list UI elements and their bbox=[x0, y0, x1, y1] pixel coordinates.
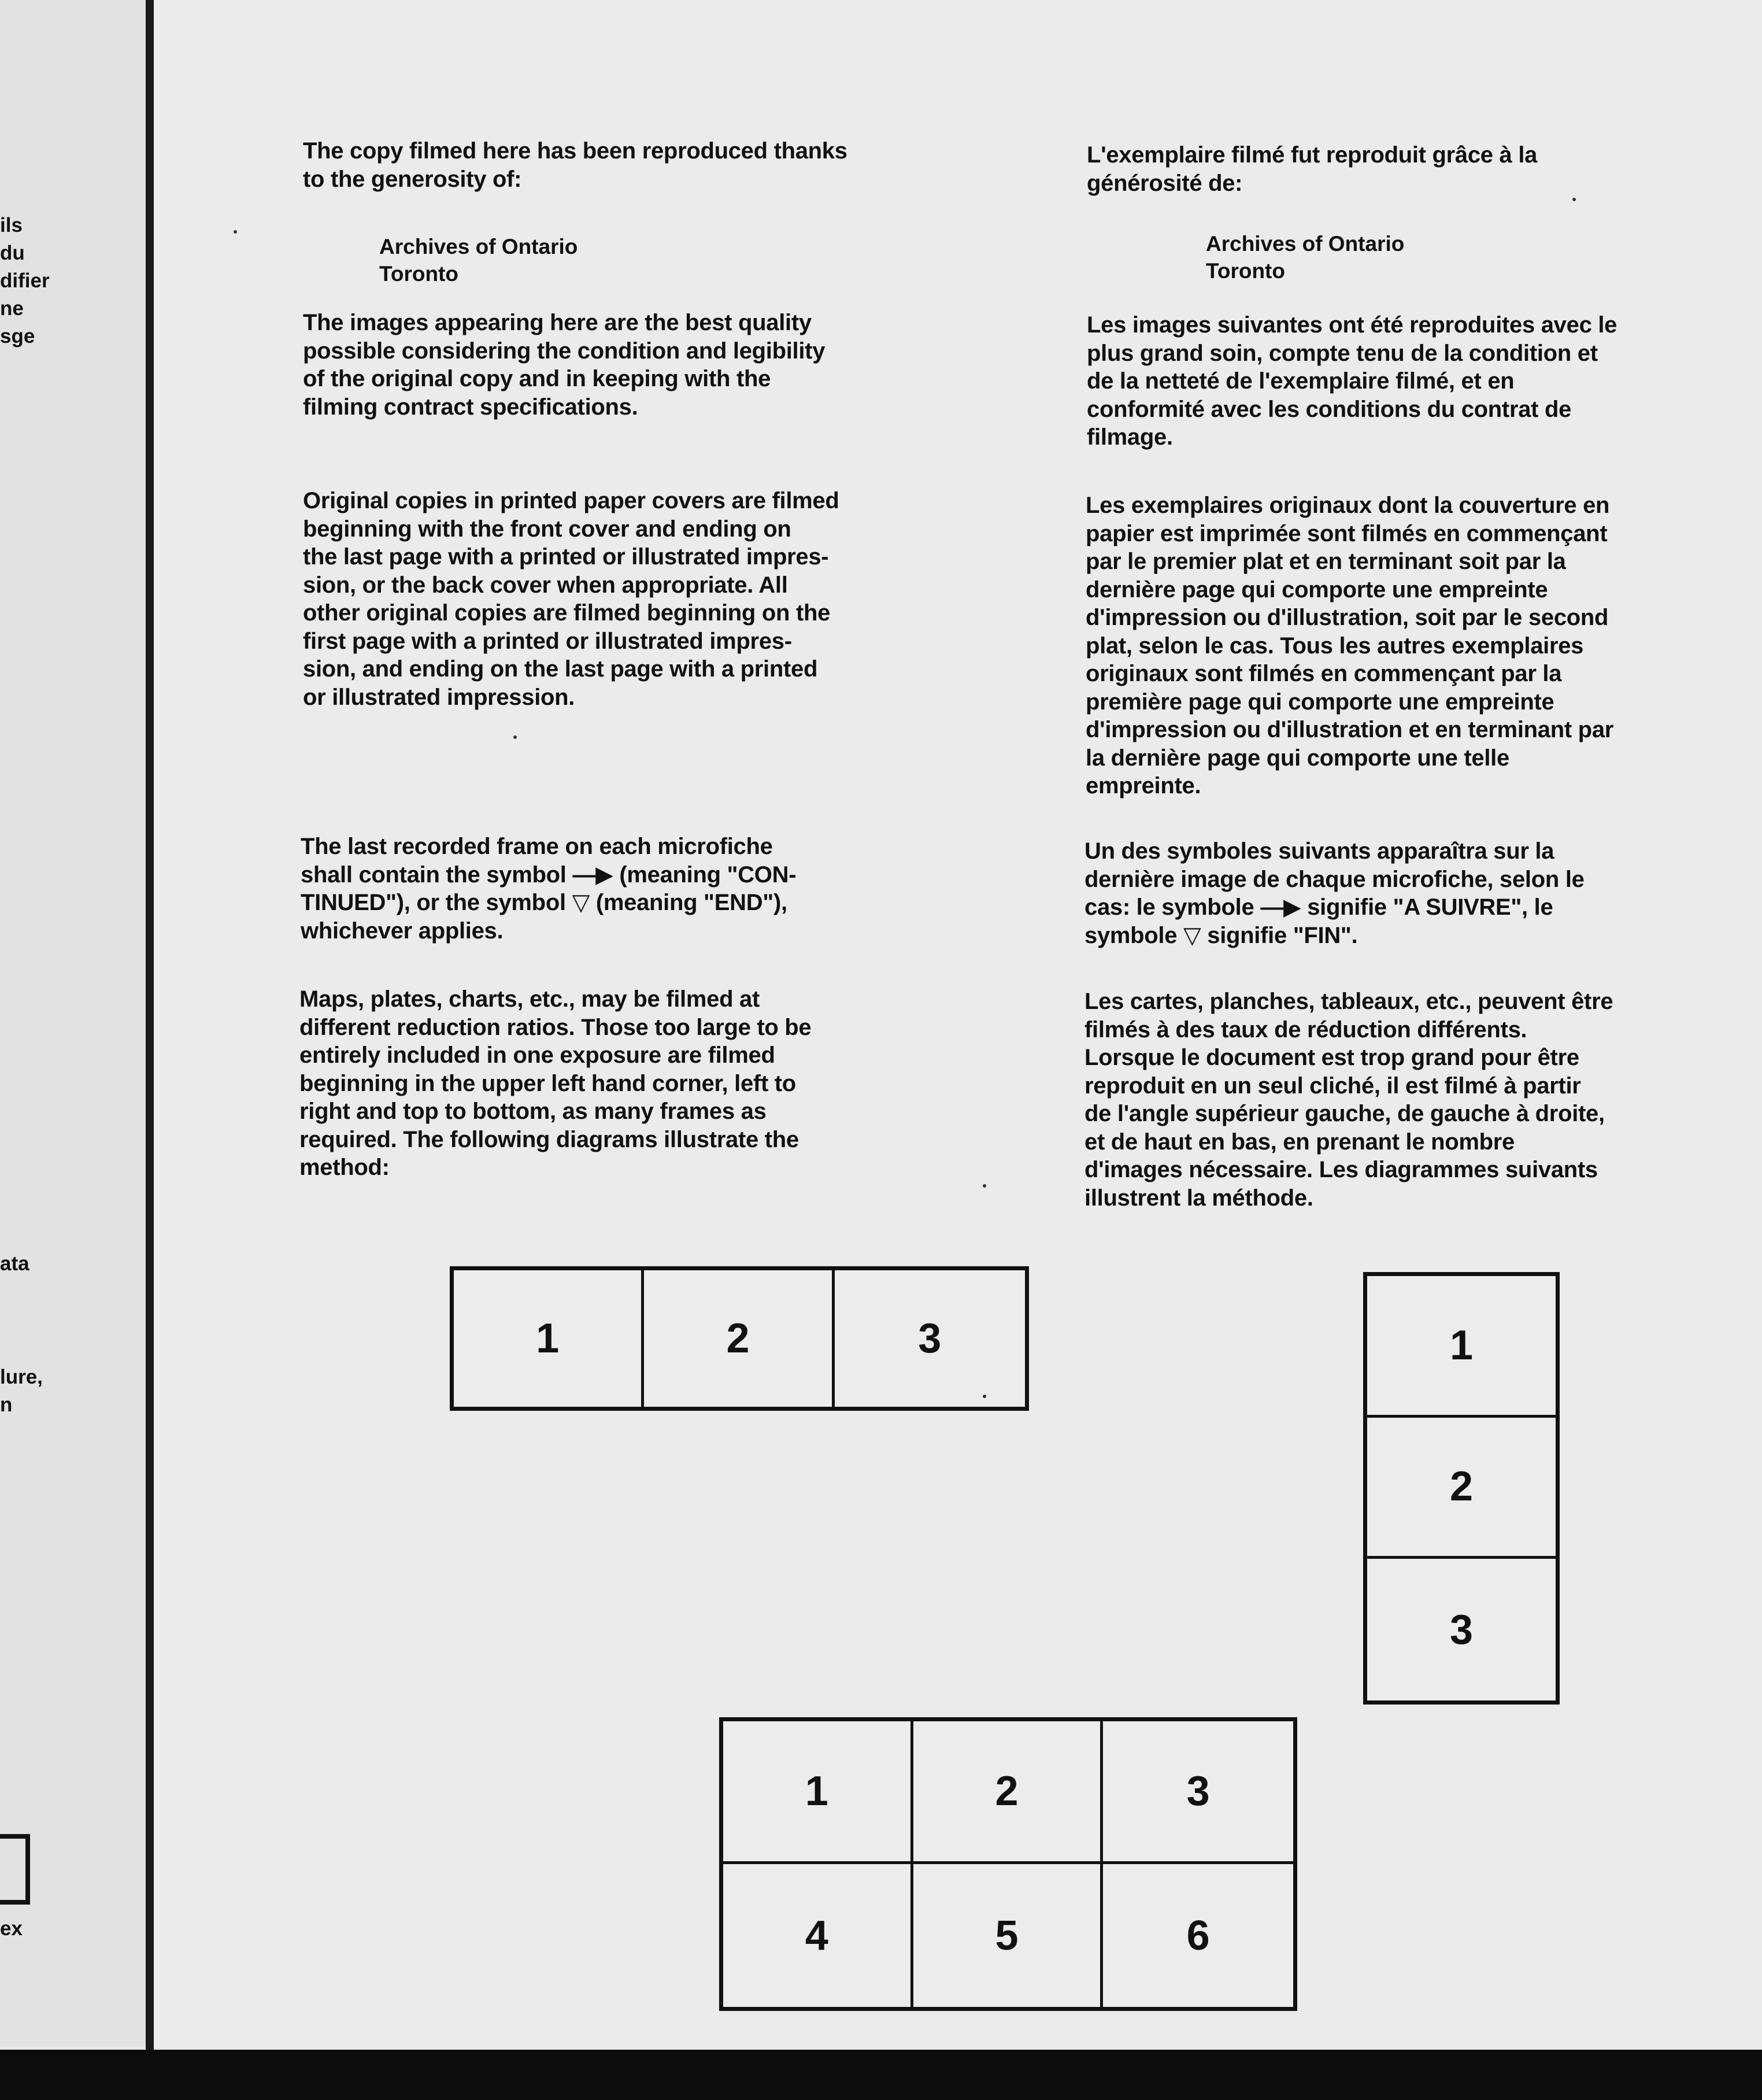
english-column bbox=[303, 137, 985, 193]
scan-speck bbox=[983, 1395, 986, 1398]
adjacent-page-fragment bbox=[0, 0, 146, 2047]
fragment-word: sge bbox=[0, 325, 35, 347]
fragment-word: ils bbox=[0, 214, 23, 236]
scan-speck bbox=[983, 1184, 986, 1188]
french-archive-name: Archives of Ontario Toronto bbox=[1206, 232, 1405, 283]
fragment-word: ata bbox=[0, 1252, 29, 1275]
frame-cell: 3 bbox=[918, 1315, 942, 1362]
frame-cell: 4 bbox=[723, 1864, 913, 2007]
fragment-word: n bbox=[0, 1393, 13, 1416]
frame-cell: 2 bbox=[644, 1270, 834, 1407]
frame-cell: 5 bbox=[913, 1864, 1104, 2007]
english-symbols: The last recorded frame on each microfiche shall contain the symbol —▶ (meaning "CON- TINUED"), or the symbol ▽ (meaning "END"), whichever applies. bbox=[301, 834, 797, 944]
diagram-horizontal bbox=[450, 1266, 1029, 1411]
fragment-word: ne bbox=[0, 297, 24, 320]
film-border bbox=[0, 2050, 1762, 2100]
diagram-grid bbox=[719, 1717, 1297, 2011]
french-originals: Les exemplaires originaux dont la couverture en papier est imprimée sont filmés en commençant par le premier plat et en terminant soit par la dernière page qui comporte une empreinte d'impression ou d'illustration, soit par le second plat, selon le cas. Tous les autres exemplaires originaux sont filmés en commençant par la première page qui comporte une empreinte d'impression ou d'illustration et en terminant par la dernière page qui comporte une telle empreinte. bbox=[1086, 493, 1614, 798]
scan-speck bbox=[513, 735, 517, 739]
frame-cell: 2 bbox=[1367, 1418, 1556, 1559]
fragment-box bbox=[0, 1834, 30, 1905]
frame-cell: 3 bbox=[1449, 1606, 1474, 1653]
frame-cell: 3 bbox=[1103, 1721, 1293, 1864]
fragment-word: difier bbox=[0, 269, 50, 292]
english-maps: Maps, plates, charts, etc., may be filmed at different reduction ratios. Those too large to be entirely included in one exposure are filmed beginning in the upper left hand corner, left to right and top to bottom, as many frames as required. The following diagrams illustrate the method: bbox=[299, 986, 812, 1180]
english-archive-name: Archives of Ontario Toronto bbox=[379, 235, 578, 286]
french-intro: L'exemplaire filmé fut reproduit grâce à la générosité de: bbox=[1087, 142, 1538, 196]
english-originals: Original copies in printed paper covers are filmed beginning with the front cover and ending on the last page with a printed or illustrated impres- sion, or the back cover when appropriate. All other original copies are filmed beginning on the first page with a printed or illustrated impres- sion, and ending on the last page with a printed or illustrated impression. bbox=[303, 488, 839, 710]
english-intro: The copy filmed here has been reproduced thanks to the generosity of: bbox=[303, 138, 847, 192]
scan-speck bbox=[1572, 198, 1576, 201]
frame-cell: 1 bbox=[454, 1270, 644, 1407]
french-symbols: Un des symboles suivants apparaîtra sur la dernière image de chaque microfiche, selon le cas: le symbole —▶ signifie "A SUIVRE", le symbole ▽ signifie "FIN". bbox=[1084, 838, 1585, 948]
diagram-vertical bbox=[1363, 1272, 1560, 1705]
french-maps: Les cartes, planches, tableaux, etc., peuvent être filmés à des taux de réduction différents. Lorsque le document est trop grand pour être reproduit en un seul cliché, il est filmé à partir de l'angle supérieur gauche, de gauche à droite, et de haut en bas, en prenant le nombre d'images nécessaire. Les diagrammes suivants illustrent la méthode. bbox=[1084, 989, 1613, 1211]
english-quality: The images appearing here are the best quality possible considering the condition and legibility of the original copy and in keeping with the filming contract specifications. bbox=[303, 310, 826, 420]
fragment-word: ex bbox=[0, 1917, 23, 1940]
page-gutter bbox=[146, 0, 154, 2058]
frame-cell: 1 bbox=[723, 1721, 913, 1864]
scan-speck bbox=[234, 230, 237, 234]
frame-cell: 1 bbox=[1367, 1276, 1556, 1418]
french-quality: Les images suivantes ont été reproduites avec le plus grand soin, compte tenu de la condition et de la netteté de l'exemplaire filmé, et en conformité avec les conditions du contrat de filmage. bbox=[1087, 312, 1617, 450]
frame-cell: 6 bbox=[1186, 1912, 1210, 1959]
frame-cell: 2 bbox=[913, 1721, 1104, 1864]
fragment-word: lure, bbox=[0, 1366, 43, 1388]
fragment-word: du bbox=[0, 242, 25, 264]
